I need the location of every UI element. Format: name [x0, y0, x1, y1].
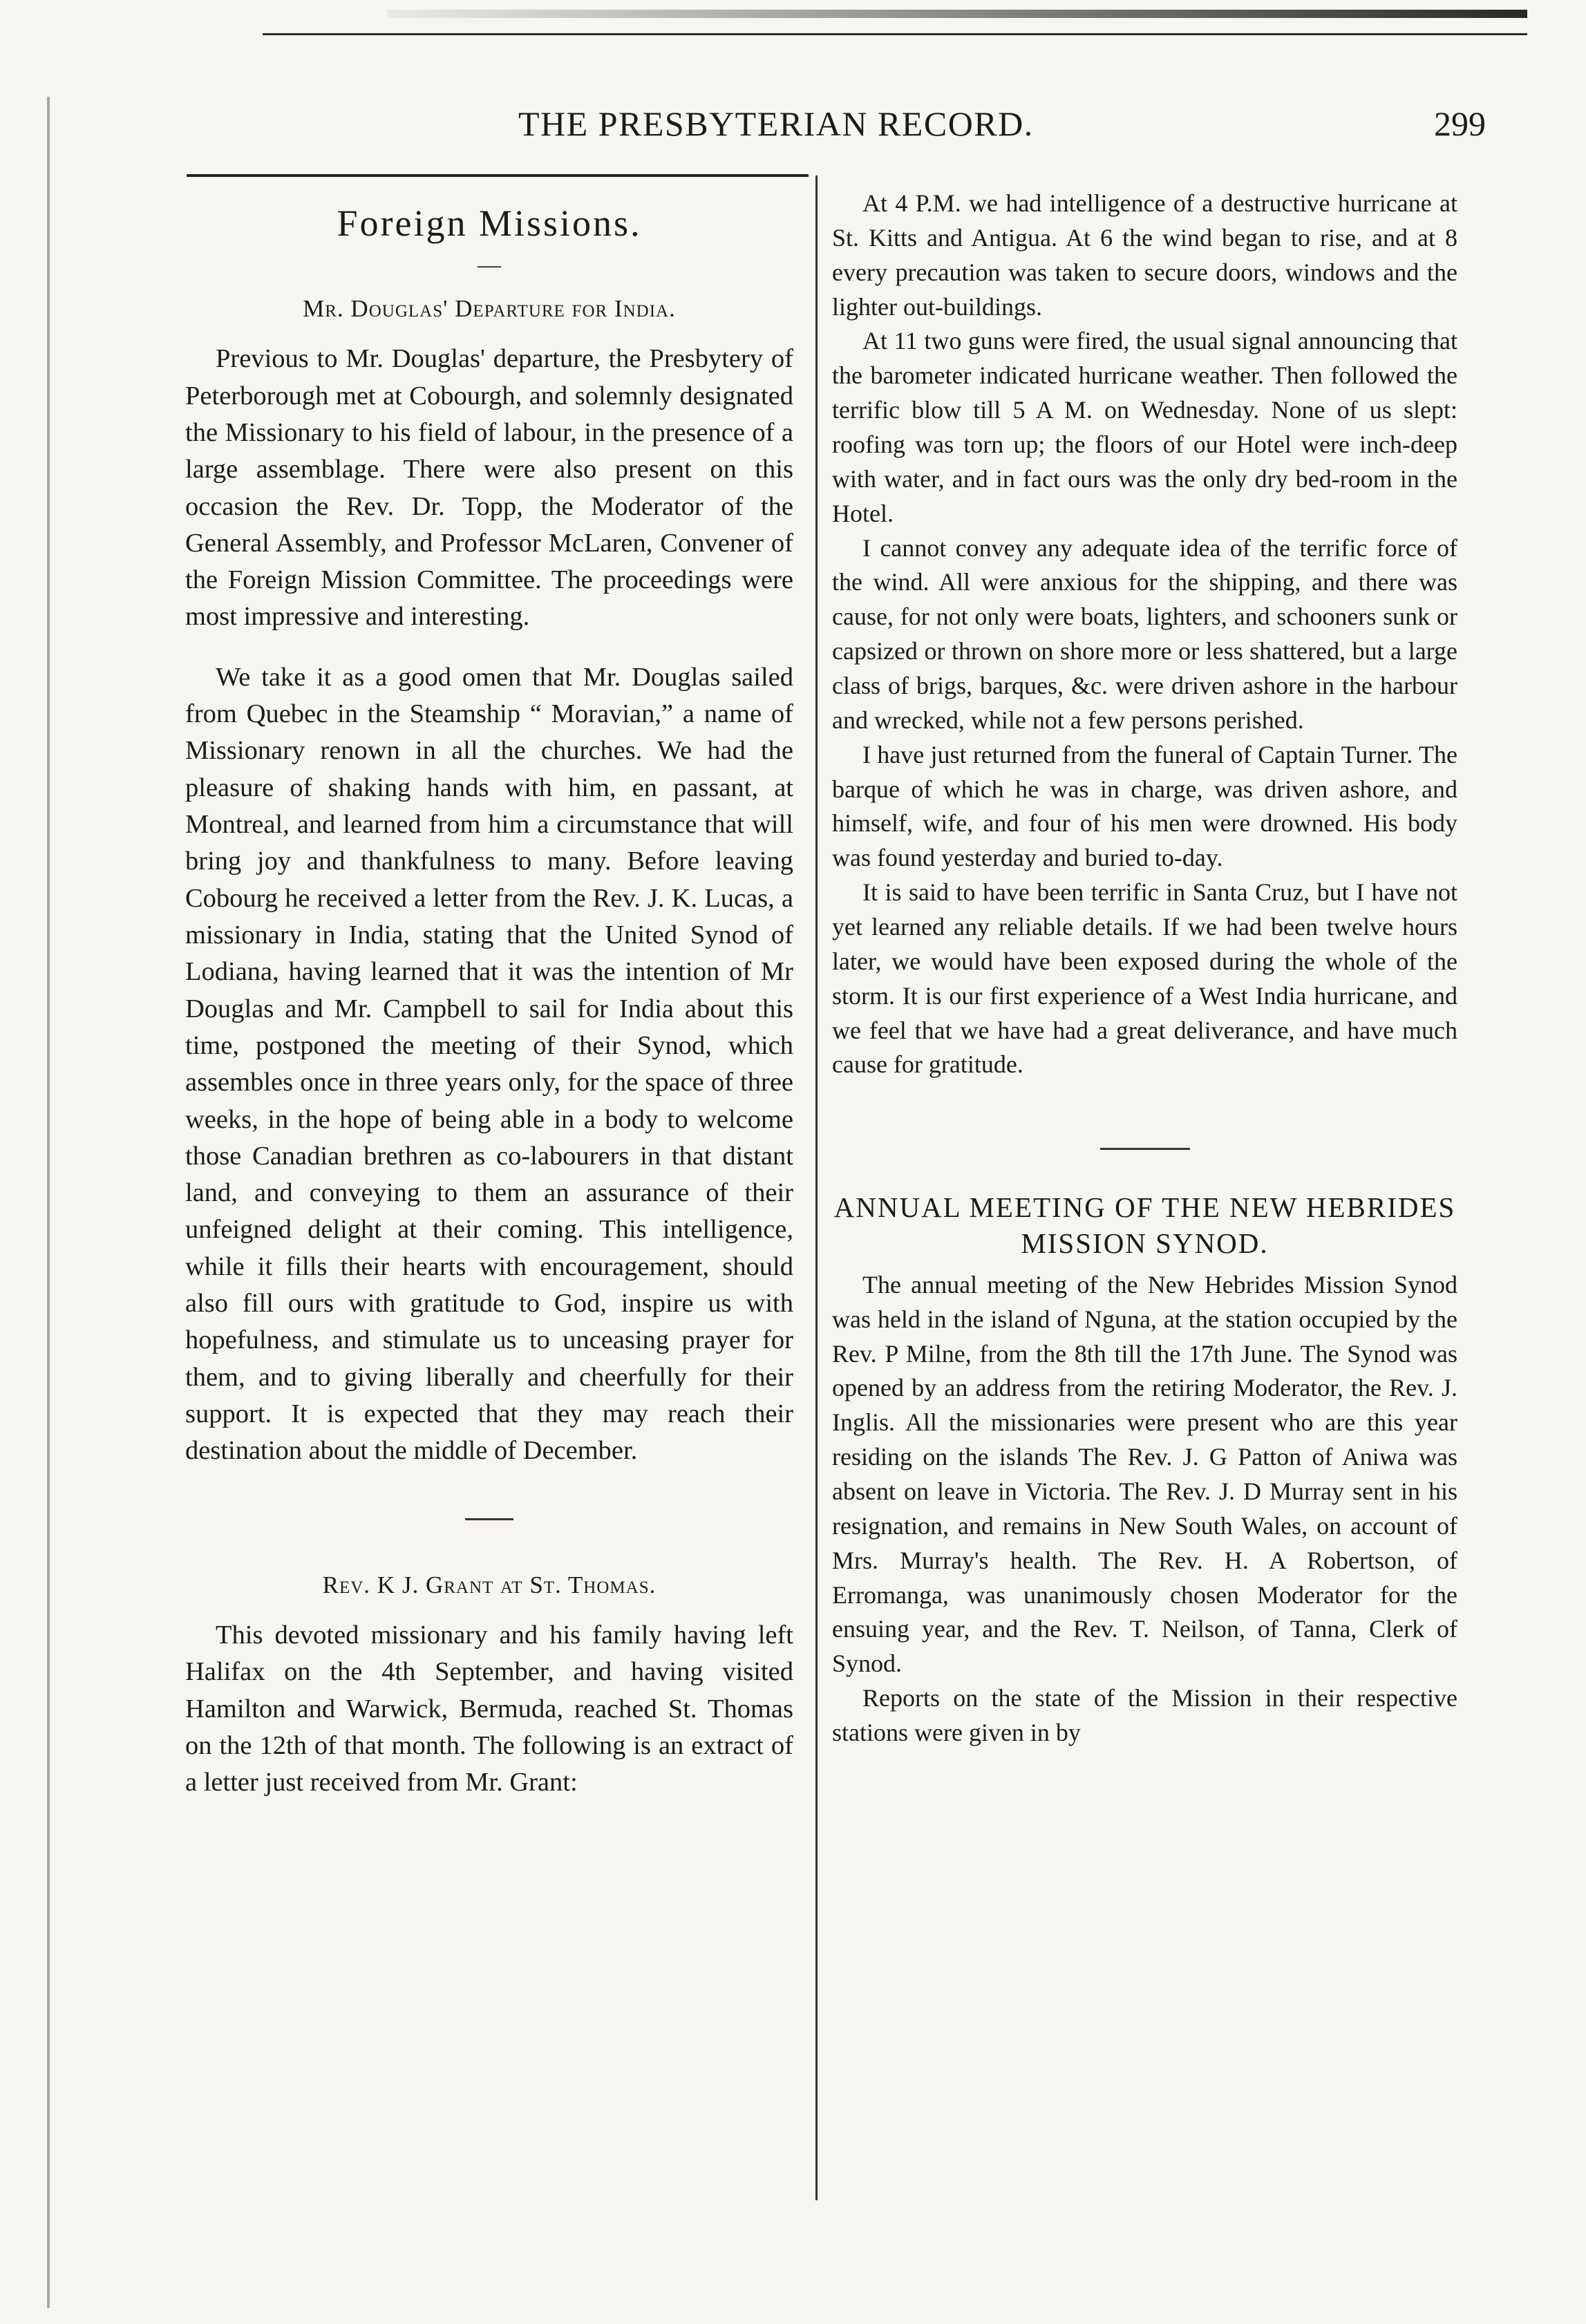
paragraph: The annual meeting of the New Hebrides Mission Synod was held in the island of Nguna, at the station occupied by the Rev. P Milne, from the 8th till the 17th June. The Synod was opened by an address from the retiring Moderator, the Rev. J. Inglis. All the missionaries were present who are this year residing on the islands The Rev. J. G Patton of Aniwa was absent on leave in Victoria. The Rev. J. D Murray sent in his resignation, and remains in New South Wales, on account of Mrs. Murray's health. The Rev. H. A Robertson, of Erromanga, was unanimously chosen Moderator for the ensuing year, and the Rev. T. Neilson, of Tanna, Clerk of Synod.	[832, 1270, 1457, 1678]
title-dash: —	[478, 252, 501, 278]
top-edge-rule	[387, 10, 1527, 18]
paragraph: Reports on the state of the Mission in their respective stations were given in by	[832, 1684, 1457, 1747]
letter-paragraph: I cannot convey any adequate idea of the terrific force of the wind. All were anxious for the shipping, and there was cause, for not only were boats, lighters, and schooners sunk or capsized or thrown on shore more or less shattered, but a large class of brigs, barques, &c. were driven ashore in the harbour and wrecked, while not a few persons perished.	[832, 533, 1457, 734]
paragraph-gap	[185, 636, 793, 659]
page-header	[180, 104, 1527, 159]
article-heading-synod: ANNUAL MEETING OF THE NEW HEBRIDES MISSION SYNOD.	[833, 1191, 1456, 1259]
column-divider	[815, 176, 818, 2200]
paragraph: We take it as a good omen that Mr. Douglas sailed from Quebec in the Steamship “ Moravian,” a name of Missionary renown in all the churches. We had the pleasure of shaking hands with him, en passant, at Montreal, and learned from him a circumstance that will bring joy and thankfulness to many. Before leaving Cobourg he received a letter from the Rev. J. K. Lucas, a missionary in India, stating that the United Synod of Lodiana, having learned that it was the intention of Mr Douglas and Mr. Campbell to sail for India about this time, postponed the meeting of their Synod, which assembles once in three years only, for the space of three weeks, in the hope of being able in a body to welcome those Canadian brethren as co-labourers in that distant land, and conveying to them an assurance of their unfeigned delight at their coming. This intelligence, while it fills their hearts with encouragement, should also fill ours with gratitude to God, inspire us with hopefulness, and stimulate us to unceasing prayer for them, and to giving liberally and cheerfully for their support. It is expected that they may reach their destination about the middle of December.	[185, 662, 793, 1466]
article-separator	[1100, 1148, 1190, 1150]
page-binding-edge	[47, 97, 50, 2308]
section-title: Foreign Missions.	[337, 202, 642, 244]
right-column	[832, 187, 1457, 1750]
article-heading-grant: Rev. K J. Grant at St. Thomas.	[322, 1571, 657, 1598]
letter-paragraph: At 4 P.M. we had intelligence of a destructive hurricane at St. Kitts and Antigua. At 6 the wind began to rise, and at 8 every precaution was taken to secure doors, windows and the lighter out-buildings.	[832, 189, 1457, 321]
top-thin-rule	[263, 33, 1527, 35]
running-title: THE PRESBYTERIAN RECORD.	[518, 104, 1034, 143]
left-column	[185, 187, 793, 1802]
paragraph: This devoted missionary and his family having left Halifax on the 4th September, and having visited Hamilton and Warwick, Bermuda, reached St. Thomas on the 12th of that month. The following is an extract of a letter just received from Mr. Grant:	[185, 1621, 793, 1797]
article-separator	[465, 1518, 513, 1520]
letter-paragraph: It is said to have been terrific in Santa Cruz, but I have not yet learned any reliable details. If we had been twelve hours later, we would have been exposed during the whole of the storm. It is our first experience of a West India hurricane, and we feel that we have had a great deliverance, and have much cause for gratitude.	[832, 878, 1457, 1079]
paragraph: Previous to Mr. Douglas' departure, the Presbytery of Peterborough met at Cobourgh, and solemnly designated the Missionary to his field of labour, in the presence of a large assemblage. There were also present on this occasion the Rev. Dr. Topp, the Moderator of the General Assembly, and Professor McLaren, Convener of the Foreign Mission Committee. The proceedings were most impressive and interesting.	[185, 344, 793, 632]
page-number: 299	[1434, 104, 1486, 143]
header-rule	[187, 174, 809, 177]
letter-paragraph: I have just returned from the funeral of Captain Turner. The barque of which he was in charge, was driven ashore, and himself, wife, and four of his men were drowned. His body was found yesterday and buried to-day.	[832, 740, 1457, 872]
article-heading-douglas: Mr. Douglas' Departure for India.	[303, 294, 676, 322]
letter-paragraph: At 11 two guns were fired, the usual signal announcing that the barometer indicated hurricane weather. Then followed the terrific blow till 5 A M. on Wednesday. None of us slept: roofing was torn up; the floors of our Hotel were inch-deep with water, and in fact ours was the only dry bed-room in the Hotel.	[832, 327, 1457, 527]
